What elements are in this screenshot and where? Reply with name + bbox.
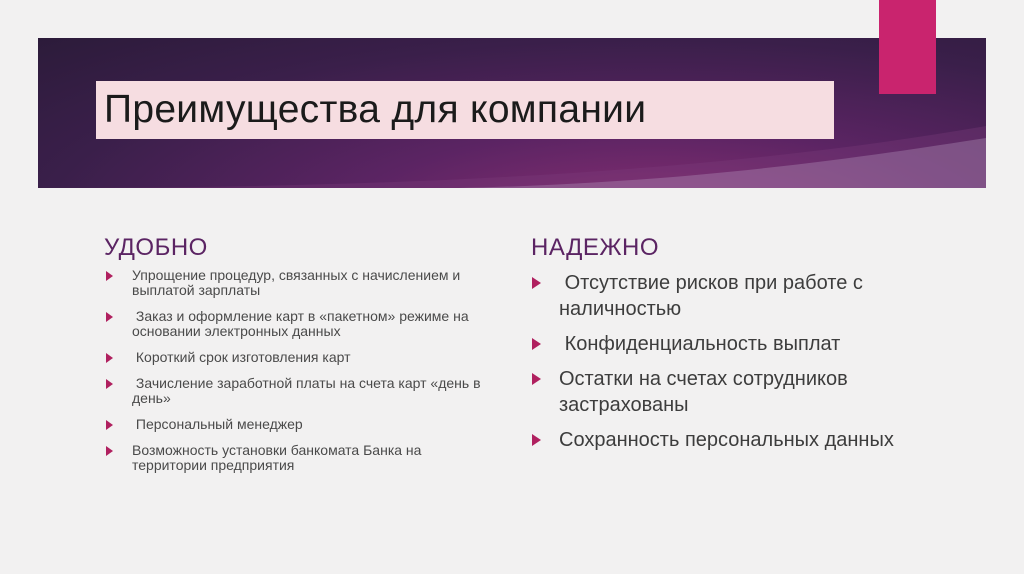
- list-item-text: Отсутствие рисков при работе с наличностью: [559, 272, 869, 320]
- bullet-arrow-icon: [106, 379, 113, 389]
- list-item-text: Упрощение процедур, связанных с начислением и выплатой зарплаты: [132, 267, 465, 298]
- left-column-heading: УДОБНО: [104, 234, 208, 261]
- title-box: [96, 81, 834, 139]
- bullet-arrow-icon: [532, 373, 541, 385]
- list-item: [106, 417, 486, 432]
- list-item-text: Остатки на счетах сотрудников застрахованы: [559, 368, 854, 416]
- list-item: [532, 331, 952, 357]
- bullet-arrow-icon: [106, 446, 113, 456]
- bullet-arrow-icon: [106, 271, 113, 281]
- bullet-arrow-icon: [532, 277, 541, 289]
- list-item-text: Возможность установки банкомата Банка на территории предприятия: [132, 442, 426, 473]
- list-item: [106, 443, 486, 473]
- bullet-arrow-icon: [106, 312, 113, 322]
- list-item: [532, 366, 952, 418]
- list-item-text: Персональный менеджер: [132, 416, 303, 432]
- list-item-text: Короткий срок изготовления карт: [132, 349, 351, 365]
- list-item-text: Сохранность персональных данных: [559, 429, 894, 451]
- list-item: [106, 268, 486, 298]
- list-item: [106, 350, 486, 365]
- list-item: [532, 427, 952, 453]
- list-item: [106, 376, 486, 406]
- left-bullet-list: [106, 268, 486, 484]
- list-item: [106, 309, 486, 339]
- bullet-arrow-icon: [532, 434, 541, 446]
- bullet-arrow-icon: [106, 420, 113, 430]
- bullet-arrow-icon: [106, 353, 113, 363]
- right-column-heading: НАДЕЖНО: [531, 234, 660, 261]
- list-item-text: Заказ и оформление карт в «пакетном» режиме на основании электронных данных: [132, 308, 473, 339]
- bullet-arrow-icon: [532, 338, 541, 350]
- list-item: [532, 270, 952, 322]
- list-item-text: Зачисление заработной платы на счета карт «день в день»: [132, 375, 485, 406]
- slide-title: Преимущества для компании: [104, 88, 647, 131]
- list-item-text: Конфиденциальность выплат: [559, 333, 841, 355]
- right-bullet-list: [532, 270, 952, 462]
- accent-tab: [879, 0, 936, 94]
